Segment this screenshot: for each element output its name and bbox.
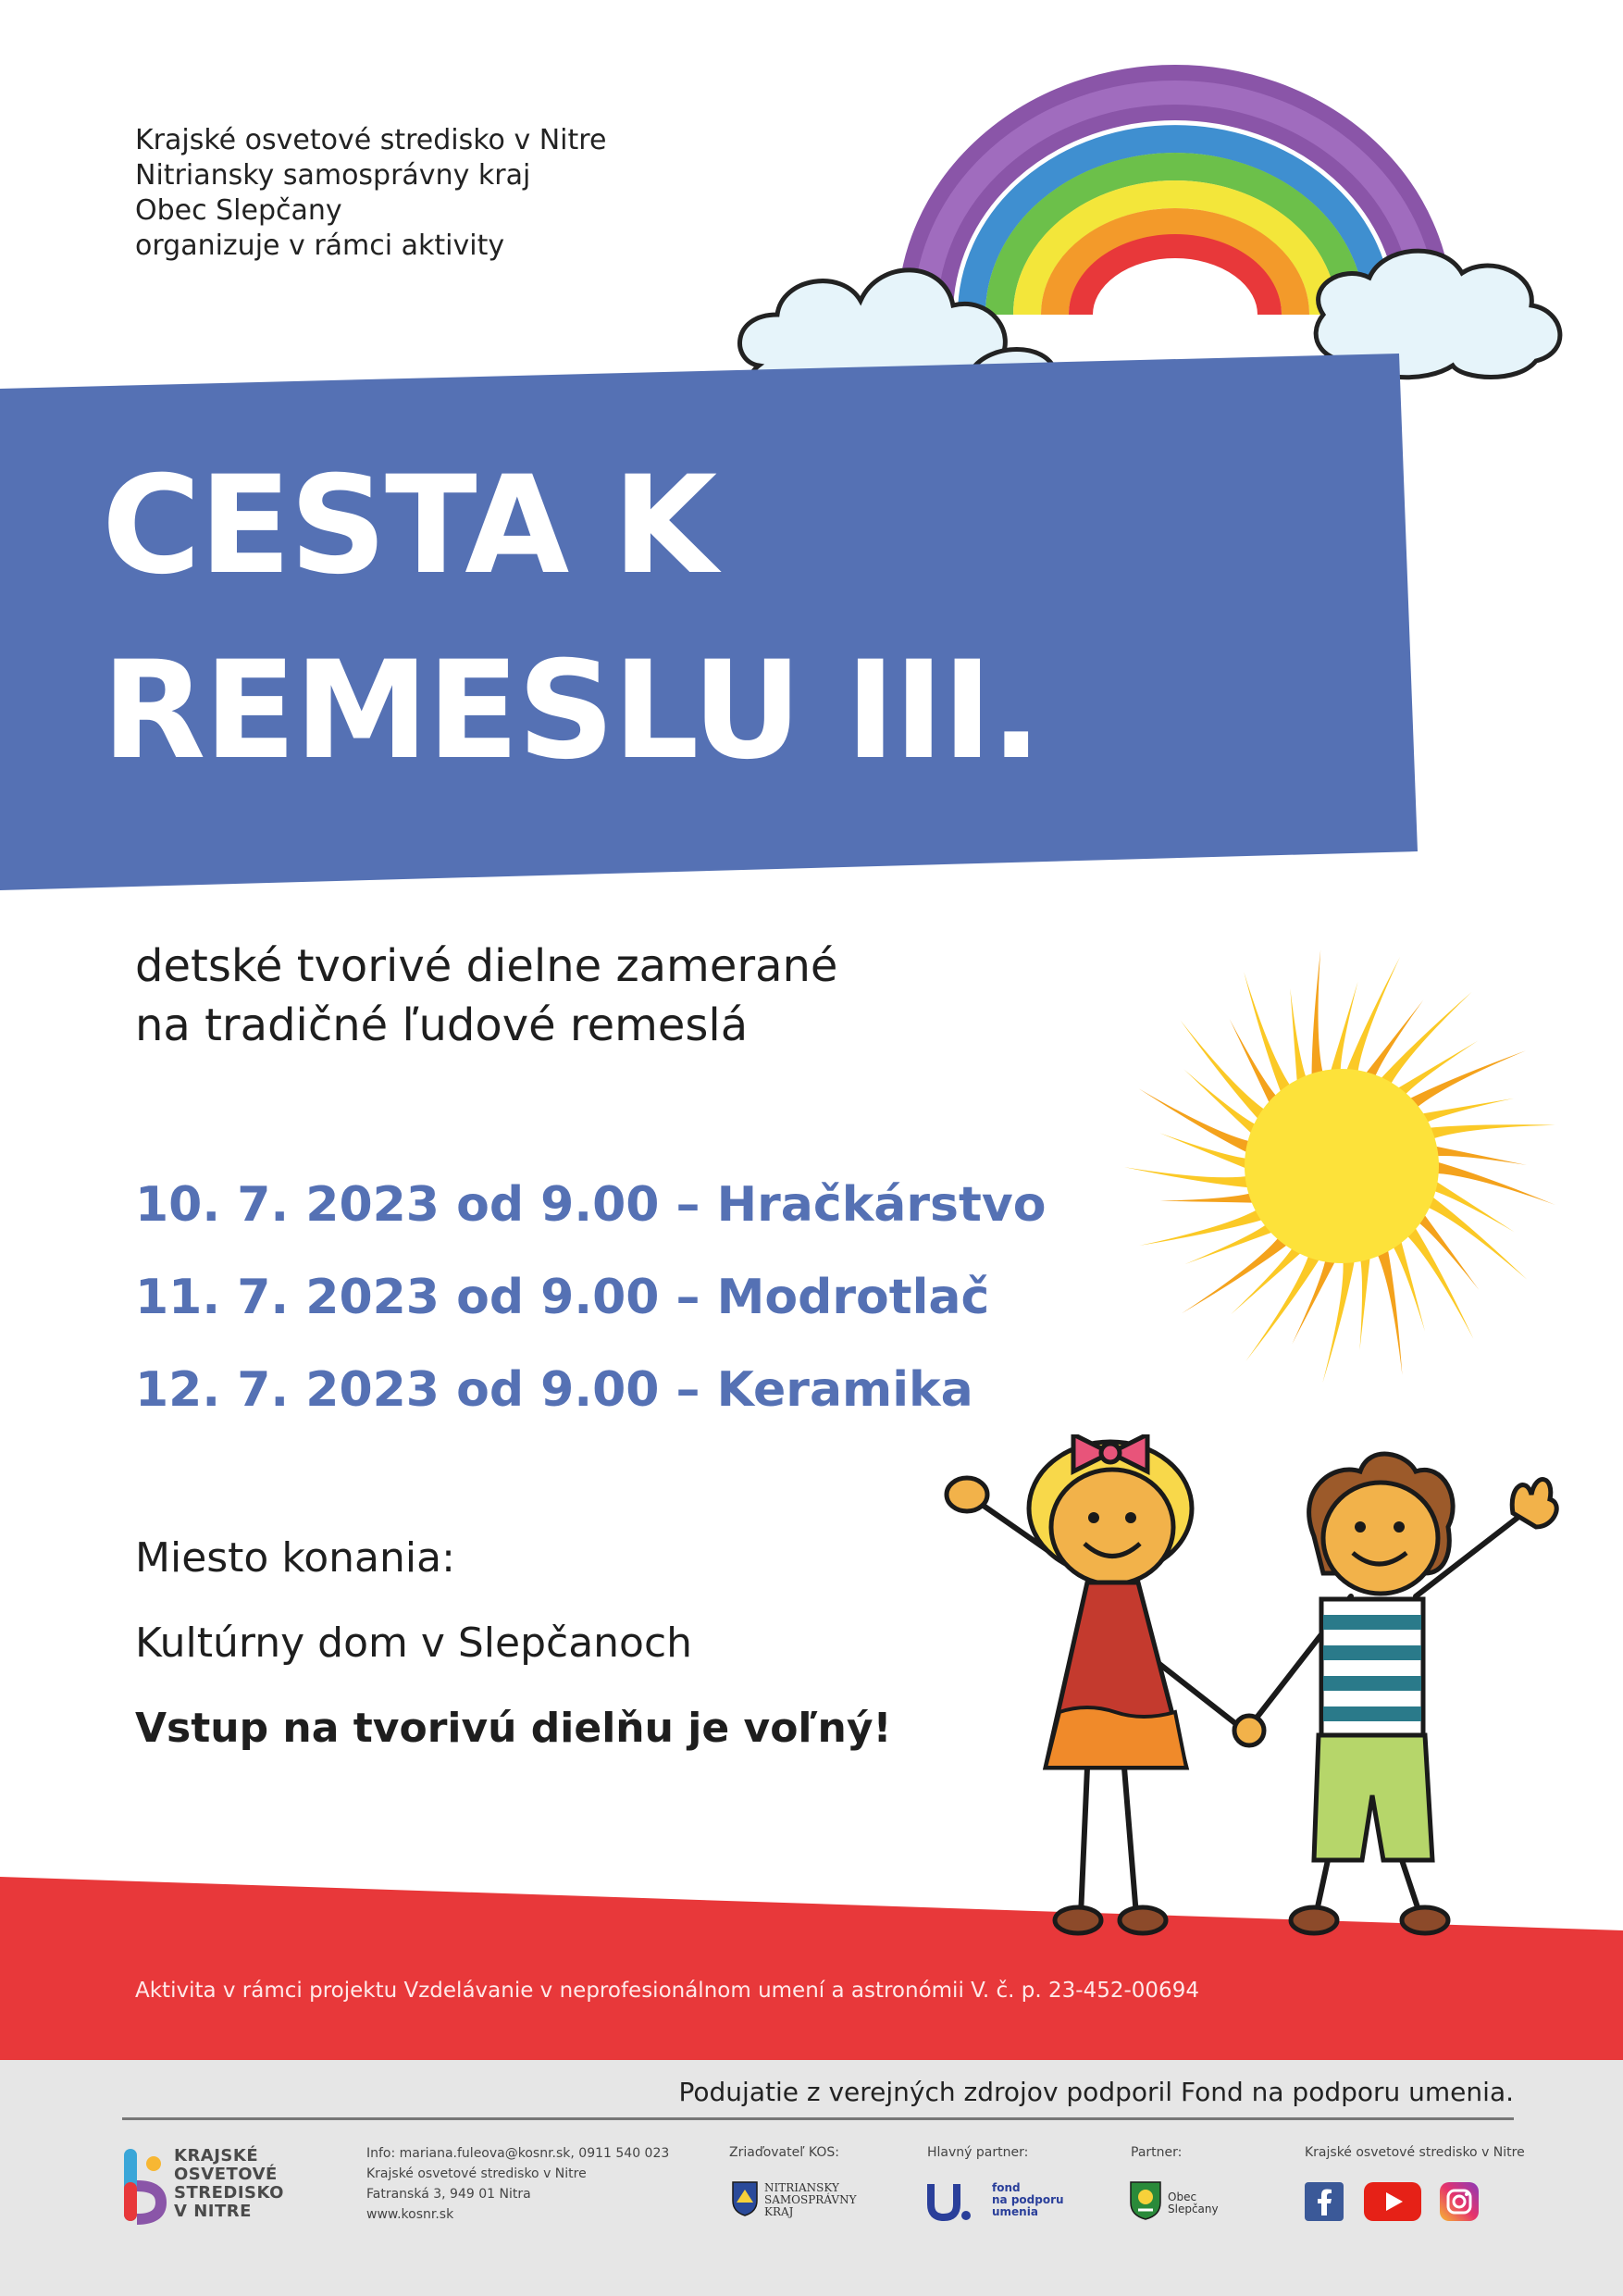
organizer-line: Nitriansky samosprávny kraj — [135, 159, 531, 192]
subtitle — [135, 937, 837, 1055]
sun-ray — [1159, 1133, 1258, 1173]
instagram-icon[interactable] — [1440, 2182, 1479, 2221]
footer-divider — [122, 2117, 1514, 2120]
kids-illustration — [925, 1434, 1573, 1953]
nsk-crest-icon — [731, 2180, 759, 2217]
organizers-block — [135, 123, 606, 264]
sun-ray — [1312, 949, 1327, 1088]
event-title — [102, 433, 1040, 803]
facebook-icon[interactable] — [1305, 2182, 1344, 2221]
sun-ray — [1372, 1237, 1403, 1375]
main-partner-logo-text: fond na podporu umenia — [992, 2181, 1064, 2218]
entry-note: Vstup na tvorivú dielňu je voľný! — [135, 1705, 892, 1752]
sun-illustration — [1083, 944, 1601, 1388]
founder-label: Zriaďovateľ KOS: — [729, 2145, 839, 2160]
venue-label: Miesto konania: — [135, 1534, 455, 1582]
contact-line: Krajské osvetové stredisko v Nitre — [366, 2166, 587, 2181]
sun-ray — [1342, 957, 1400, 1085]
contact-block — [366, 2143, 669, 2225]
venue-block — [135, 1516, 892, 1771]
schedule-item: 12. 7. 2023 od 9.00 – Keramika — [135, 1362, 973, 1418]
sun-ray — [1139, 1203, 1275, 1246]
social-label: Krajské osvetové stredisko v Nitre — [1305, 2145, 1525, 2160]
partner-label: Partner: — [1131, 2145, 1183, 2160]
organizer-line: organizuje v rámci aktivity — [135, 230, 505, 262]
funding-note: Podujatie z verejných zdrojov podporil Fond na podporu umenia. — [678, 2077, 1514, 2107]
kos-logo-icon — [120, 2145, 167, 2225]
venue-place: Kultúrny dom v Slepčanoch — [135, 1620, 693, 1667]
organizer-line: Krajské osvetové stredisko v Nitre — [135, 124, 607, 156]
organizer-line: Obec Slepčany — [135, 194, 342, 227]
kos-logo-text: KRAJSKÉ OSVETOVÉ STREDISKO V NITRE — [174, 2146, 284, 2221]
schedule-item: 11. 7. 2023 od 9.00 – Modrotlač — [135, 1270, 990, 1325]
founder-logo-text: NITRIANSKY SAMOSPRÁVNY KRAJ — [764, 2181, 857, 2218]
schedule-item: 10. 7. 2023 od 9.00 – Hračkárstvo — [135, 1177, 1047, 1233]
youtube-icon[interactable] — [1364, 2182, 1421, 2221]
main-partner-label: Hlavný partner: — [927, 2145, 1029, 2160]
subtitle-line-1: detské tvorivé dielne zamerané — [135, 940, 838, 992]
contact-line: Fatranská 3, 949 01 Nitra — [366, 2187, 531, 2202]
slepcany-crest-icon — [1129, 2180, 1162, 2221]
subtitle-line-2: na tradičné ľudové remeslá — [135, 999, 749, 1051]
sun-ray — [1425, 1159, 1556, 1205]
partner-logo-text: Obec Slepčany — [1168, 2191, 1219, 2215]
sun-ray — [1124, 1167, 1261, 1188]
title-line-1: CESTA K — [102, 447, 716, 604]
fpu-logo-icon — [925, 2177, 973, 2225]
schedule-list — [135, 1159, 1046, 1436]
title-line-2: REMESLU III. — [102, 632, 1040, 789]
contact-line: Info: mariana.fuleova@kosnr.sk, 0911 540 023 — [366, 2146, 670, 2161]
website-link[interactable]: www.kosnr.sk — [366, 2207, 454, 2222]
sun-ray — [1417, 1124, 1555, 1143]
project-note: Aktivita v rámci projektu Vzdelávanie v neprofesionálnom umení a astronómii V. č. p. 23-452-00694 — [135, 1979, 1199, 2003]
